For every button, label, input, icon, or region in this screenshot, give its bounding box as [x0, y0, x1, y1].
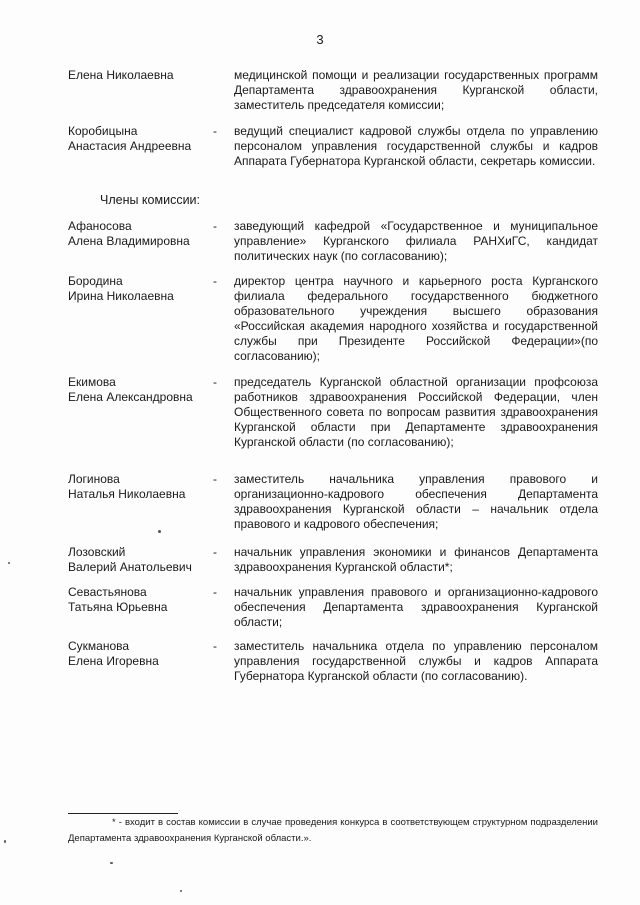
member-role: медицинской помощи и реализации государственных программ Департамента здравоохранения Курганской области, заместитель председателя комиссии;: [234, 68, 598, 112]
scan-speck: [180, 890, 182, 892]
scan-speck: [8, 562, 10, 564]
member-role: ведущий специалист кадровой службы отдела по управлению персоналом управления государственной службы и кадров Аппарата Губернатора Курганской области, секретарь комиссии.: [234, 124, 598, 168]
member-name: Севастьянова Татьяна Юрьевна: [68, 585, 168, 614]
scan-speck: [110, 862, 113, 864]
member-name: Лозовский Валерий Анатольевич: [68, 545, 192, 574]
member-name: Афаносова Алена Владимировна: [68, 219, 190, 248]
member-role: начальник управления экономики и финансов Департамента здравоохранения Курганской области*;: [234, 545, 598, 574]
member-role: начальник управления правового и организационно-кадрового обеспечения Департамента здравоохранения Курганской области;: [234, 585, 598, 629]
member-name: Коробицына Анастасия Андреевна: [68, 124, 192, 153]
member-name: Логинова Наталья Николаевна: [68, 472, 186, 501]
scan-speck: [4, 840, 6, 843]
member-name: Сукманова Елена Игоревна: [68, 639, 159, 668]
member-role: заместитель начальника управления правового и организационно-кадрового обеспечения Департамента здравоохранения Курганской области – начальник отдела правового и кадрового обеспечения;: [234, 472, 598, 531]
page-number: 3: [316, 32, 324, 47]
footnote-divider: [68, 813, 178, 814]
member-role: директор центра научного и карьерного роста Курганского филиала федерального государственного бюджетного образовательного учреждения высшего образования «Российская академия народного хозяйства и государственной службы при Президенте Российской Федерации»(по согласованию);: [234, 274, 598, 363]
member-name: Екимова Елена Александровна: [68, 375, 193, 404]
member-role: заведующий кафедрой «Государственное и муниципальное управление» Курганского филиала РАНХиГС, кандидат политических наук (по согласованию);: [234, 219, 598, 263]
member-role: заместитель начальника отдела по управлению персоналом управления государственной службы и кадров Аппарата Губернатора Курганской области (по согласованию).: [234, 639, 598, 683]
member-name: Бородина Ирина Николаевна: [68, 274, 174, 303]
member-name: Елена Николаевна: [68, 68, 174, 82]
scan-speck: [158, 530, 161, 533]
footnote: * - входит в состав комиссии в случае проведения конкурса в соответствующем структурном подразделении Департамента здравоохранения Курганской области.».: [68, 817, 598, 844]
members-heading: Члены комиссии:: [100, 193, 201, 207]
member-role: председатель Курганской областной организации профсоюза работников здравоохранения Российской Федерации, член Общественного совета по вопросам развития здравоохранения Курганской области при Департаменте здравоохранения Курганской области (по согласованию);: [234, 375, 598, 449]
